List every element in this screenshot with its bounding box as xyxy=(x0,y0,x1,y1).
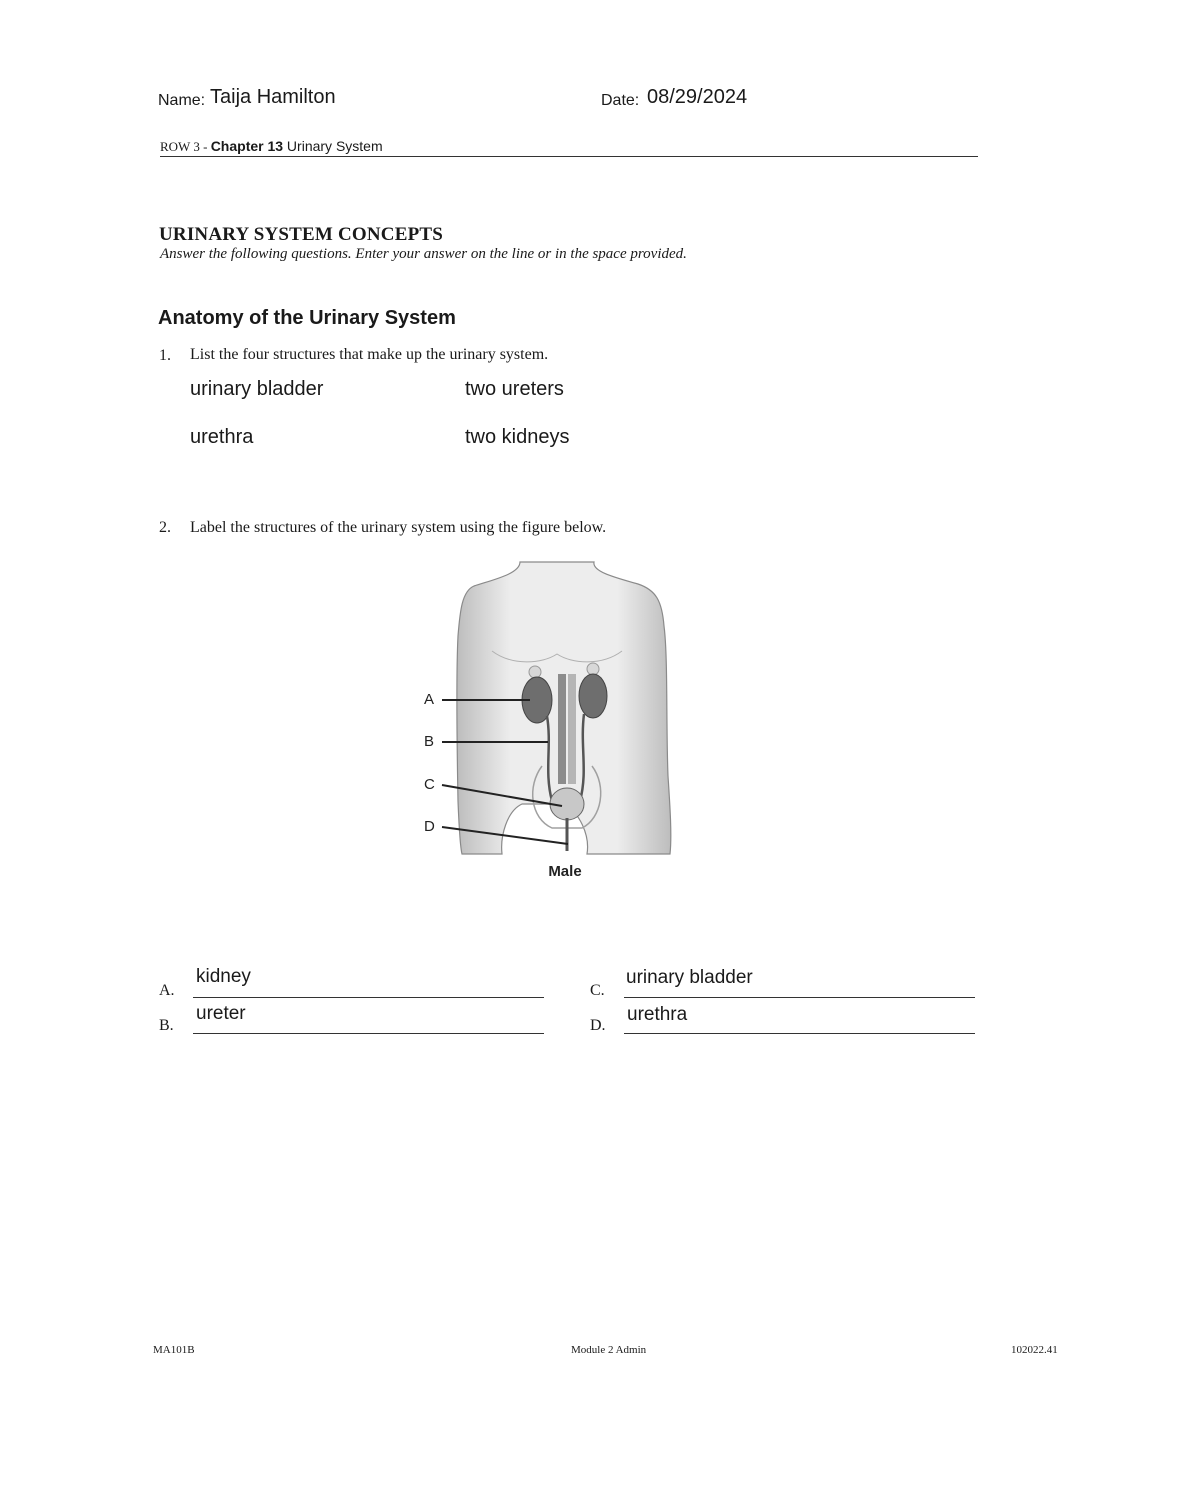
answer-field-a[interactable]: kidney xyxy=(196,966,251,987)
blank-letter-d: D. xyxy=(590,1017,606,1034)
q1-answer-field[interactable]: two kidneys xyxy=(465,426,570,448)
blank-line-c xyxy=(624,996,975,998)
blank-letter-b: B. xyxy=(159,1017,174,1034)
section-title: URINARY SYSTEM CONCEPTS xyxy=(159,224,444,245)
aorta xyxy=(558,674,566,784)
name-field[interactable]: Taija Hamilton xyxy=(210,86,336,108)
figure-label-a: A xyxy=(424,691,435,708)
adrenal-right xyxy=(587,663,599,675)
figure-label-c: C xyxy=(424,776,435,793)
name-label: Name: xyxy=(158,92,206,109)
answer-field-d[interactable]: urethra xyxy=(627,1004,688,1025)
footer-course-code: MA101B xyxy=(153,1344,195,1356)
kidney-right xyxy=(579,674,607,718)
row-prefix: ROW 3 - xyxy=(160,139,211,154)
blank-line-d xyxy=(624,1032,975,1034)
chapter-label: Chapter 13 xyxy=(210,138,284,154)
footer-version: 102022.41 xyxy=(1011,1344,1058,1356)
figure-label-d: D xyxy=(424,818,435,835)
vena-cava xyxy=(568,674,576,784)
chapter-line xyxy=(160,138,978,157)
answer-field-b[interactable]: ureter xyxy=(196,1003,246,1024)
question-2-text: Label the structures of the urinary system using the figure below. xyxy=(190,519,607,536)
q1-answer-field[interactable]: urethra xyxy=(190,426,254,448)
question-1-number: 1. xyxy=(159,347,171,364)
blank-line-b xyxy=(193,1032,544,1034)
date-label: Date: xyxy=(601,92,640,109)
urinary-system-figure xyxy=(412,556,687,886)
q1-answer-field[interactable]: two ureters xyxy=(465,378,564,400)
blank-letter-a: A. xyxy=(159,982,175,999)
figure-label-b: B xyxy=(424,733,435,750)
anatomy-heading: Anatomy of the Urinary System xyxy=(158,307,456,329)
question-2-number: 2. xyxy=(159,519,171,536)
section-instructions: Answer the following questions. Enter your answer on the line or in the space provided. xyxy=(160,246,687,262)
date-field[interactable]: 08/29/2024 xyxy=(647,86,748,108)
question-1-text: List the four structures that make up the urinary system. xyxy=(190,346,549,363)
footer-module: Module 2 Admin xyxy=(571,1344,647,1356)
chapter-topic: Urinary System xyxy=(283,138,383,154)
figure-caption: Male xyxy=(548,863,582,880)
blank-letter-c: C. xyxy=(590,982,605,999)
blank-line-a xyxy=(193,996,544,998)
adrenal-left xyxy=(529,666,541,678)
q1-answer-field[interactable]: urinary bladder xyxy=(190,378,324,400)
answer-field-c[interactable]: urinary bladder xyxy=(626,967,753,988)
